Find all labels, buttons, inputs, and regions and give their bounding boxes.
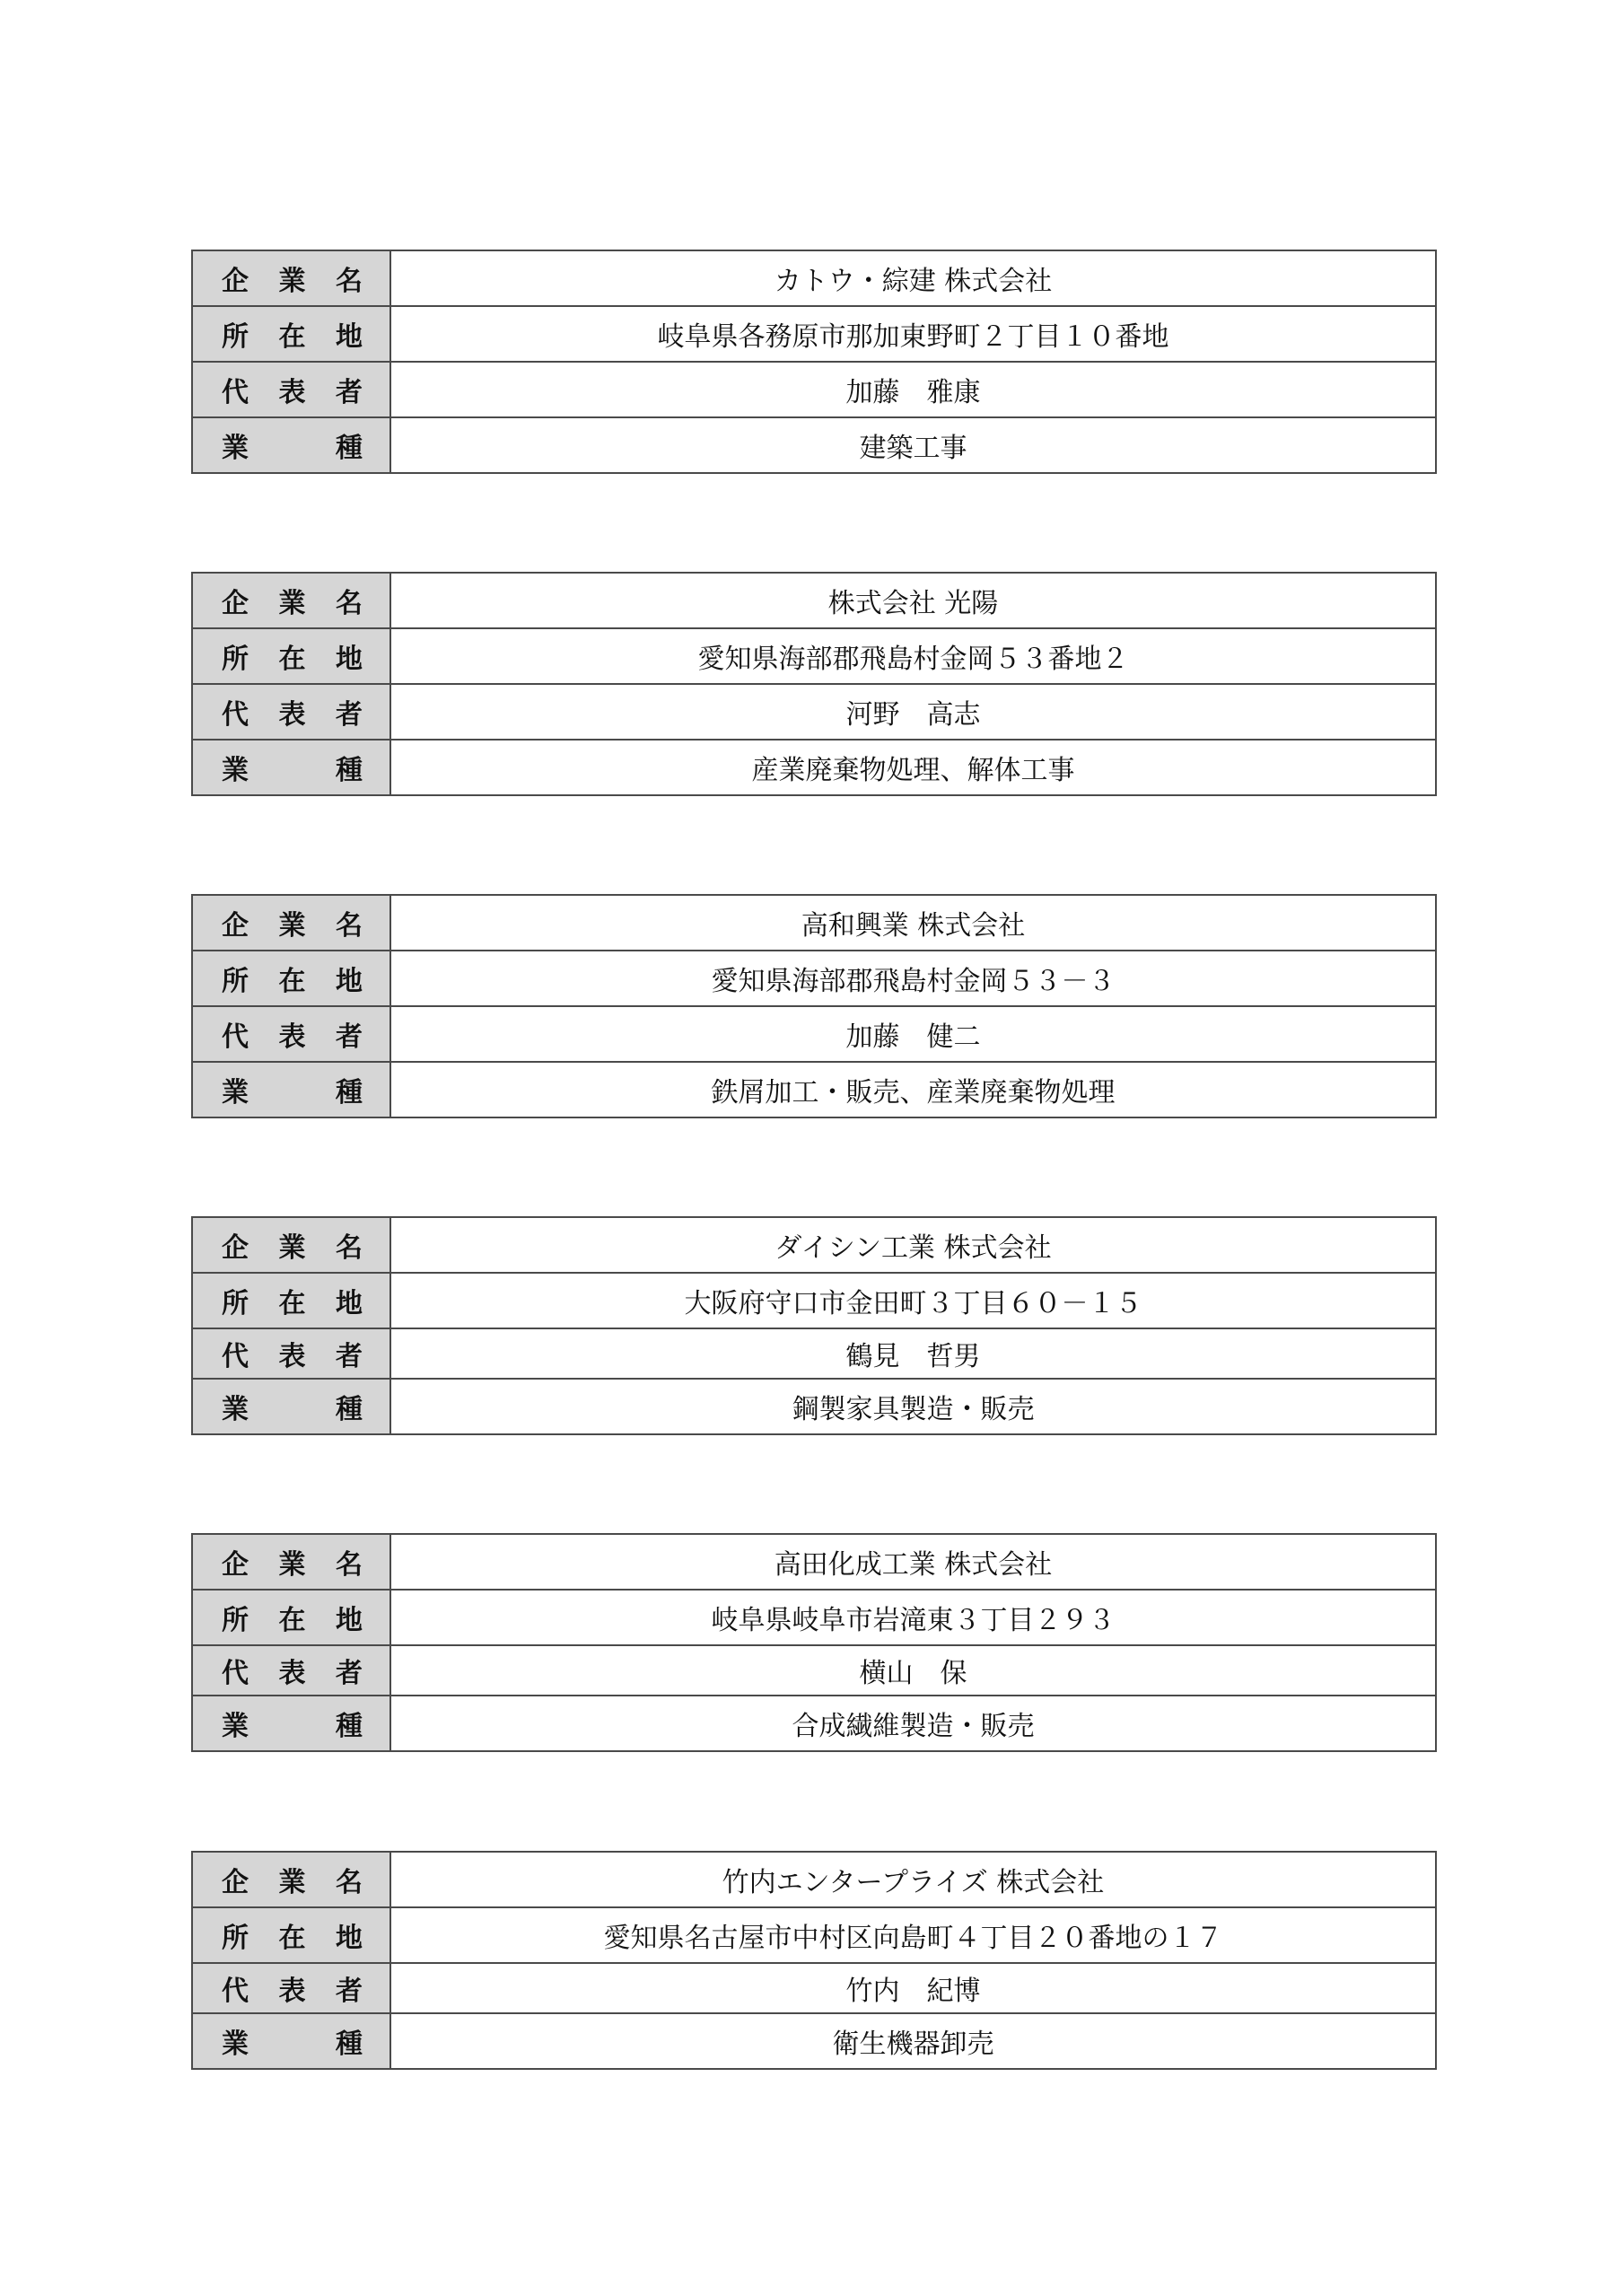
company-representative: 加藤 雅康 bbox=[390, 362, 1436, 417]
company-table-2 bbox=[191, 572, 1437, 796]
label-location: 所 在 地 bbox=[192, 1590, 390, 1645]
company-table-4 bbox=[191, 1216, 1437, 1435]
company-name: 竹内エンタープライズ 株式会社 bbox=[390, 1852, 1436, 1907]
label-industry: 業 種 bbox=[192, 1379, 390, 1434]
label-representative: 代 表 者 bbox=[192, 1963, 390, 2013]
company-name: 高和興業 株式会社 bbox=[390, 895, 1436, 951]
company-industry: 合成繊維製造・販売 bbox=[390, 1696, 1436, 1751]
company-table-6 bbox=[191, 1851, 1437, 2070]
company-industry: 鋼製家具製造・販売 bbox=[390, 1379, 1436, 1434]
company-industry: 産業廃棄物処理、解体工事 bbox=[390, 740, 1436, 795]
label-location: 所 在 地 bbox=[192, 1273, 390, 1328]
label-company-name: 企 業 名 bbox=[192, 250, 390, 306]
company-table-3 bbox=[191, 894, 1437, 1118]
company-industry: 衛生機器卸売 bbox=[390, 2013, 1436, 2069]
label-representative: 代 表 者 bbox=[192, 684, 390, 740]
label-industry: 業 種 bbox=[192, 1696, 390, 1751]
label-location: 所 在 地 bbox=[192, 306, 390, 362]
company-name: カトウ・綜建 株式会社 bbox=[390, 250, 1436, 306]
label-location: 所 在 地 bbox=[192, 951, 390, 1006]
company-representative: 河野 高志 bbox=[390, 684, 1436, 740]
label-location: 所 在 地 bbox=[192, 628, 390, 684]
label-location: 所 在 地 bbox=[192, 1907, 390, 1963]
company-representative: 竹内 紀博 bbox=[390, 1963, 1436, 2013]
company-name: ダイシン工業 株式会社 bbox=[390, 1217, 1436, 1273]
company-address: 愛知県名古屋市中村区向島町４丁目２０番地の１７ bbox=[390, 1907, 1436, 1963]
label-company-name: 企 業 名 bbox=[192, 1534, 390, 1590]
company-address: 愛知県海部郡飛島村金岡５３番地２ bbox=[390, 628, 1436, 684]
company-representative: 鶴見 哲男 bbox=[390, 1328, 1436, 1379]
label-company-name: 企 業 名 bbox=[192, 895, 390, 951]
label-representative: 代 表 者 bbox=[192, 1645, 390, 1696]
label-industry: 業 種 bbox=[192, 2013, 390, 2069]
label-company-name: 企 業 名 bbox=[192, 1852, 390, 1907]
company-table-1 bbox=[191, 250, 1437, 474]
company-industry: 鉄屑加工・販売、産業廃棄物処理 bbox=[390, 1062, 1436, 1117]
label-industry: 業 種 bbox=[192, 417, 390, 473]
label-representative: 代 表 者 bbox=[192, 362, 390, 417]
company-address: 愛知県海部郡飛島村金岡５３－３ bbox=[390, 951, 1436, 1006]
company-representative: 加藤 健二 bbox=[390, 1006, 1436, 1062]
label-industry: 業 種 bbox=[192, 1062, 390, 1117]
company-name: 株式会社 光陽 bbox=[390, 573, 1436, 628]
company-table-5 bbox=[191, 1533, 1437, 1752]
label-industry: 業 種 bbox=[192, 740, 390, 795]
label-representative: 代 表 者 bbox=[192, 1328, 390, 1379]
label-company-name: 企 業 名 bbox=[192, 573, 390, 628]
company-name: 高田化成工業 株式会社 bbox=[390, 1534, 1436, 1590]
label-company-name: 企 業 名 bbox=[192, 1217, 390, 1273]
company-address: 大阪府守口市金田町３丁目６０－１５ bbox=[390, 1273, 1436, 1328]
company-address: 岐阜県岐阜市岩滝東３丁目２９３ bbox=[390, 1590, 1436, 1645]
company-representative: 横山 保 bbox=[390, 1645, 1436, 1696]
company-address: 岐阜県各務原市那加東野町２丁目１０番地 bbox=[390, 306, 1436, 362]
label-representative: 代 表 者 bbox=[192, 1006, 390, 1062]
company-industry: 建築工事 bbox=[390, 417, 1436, 473]
